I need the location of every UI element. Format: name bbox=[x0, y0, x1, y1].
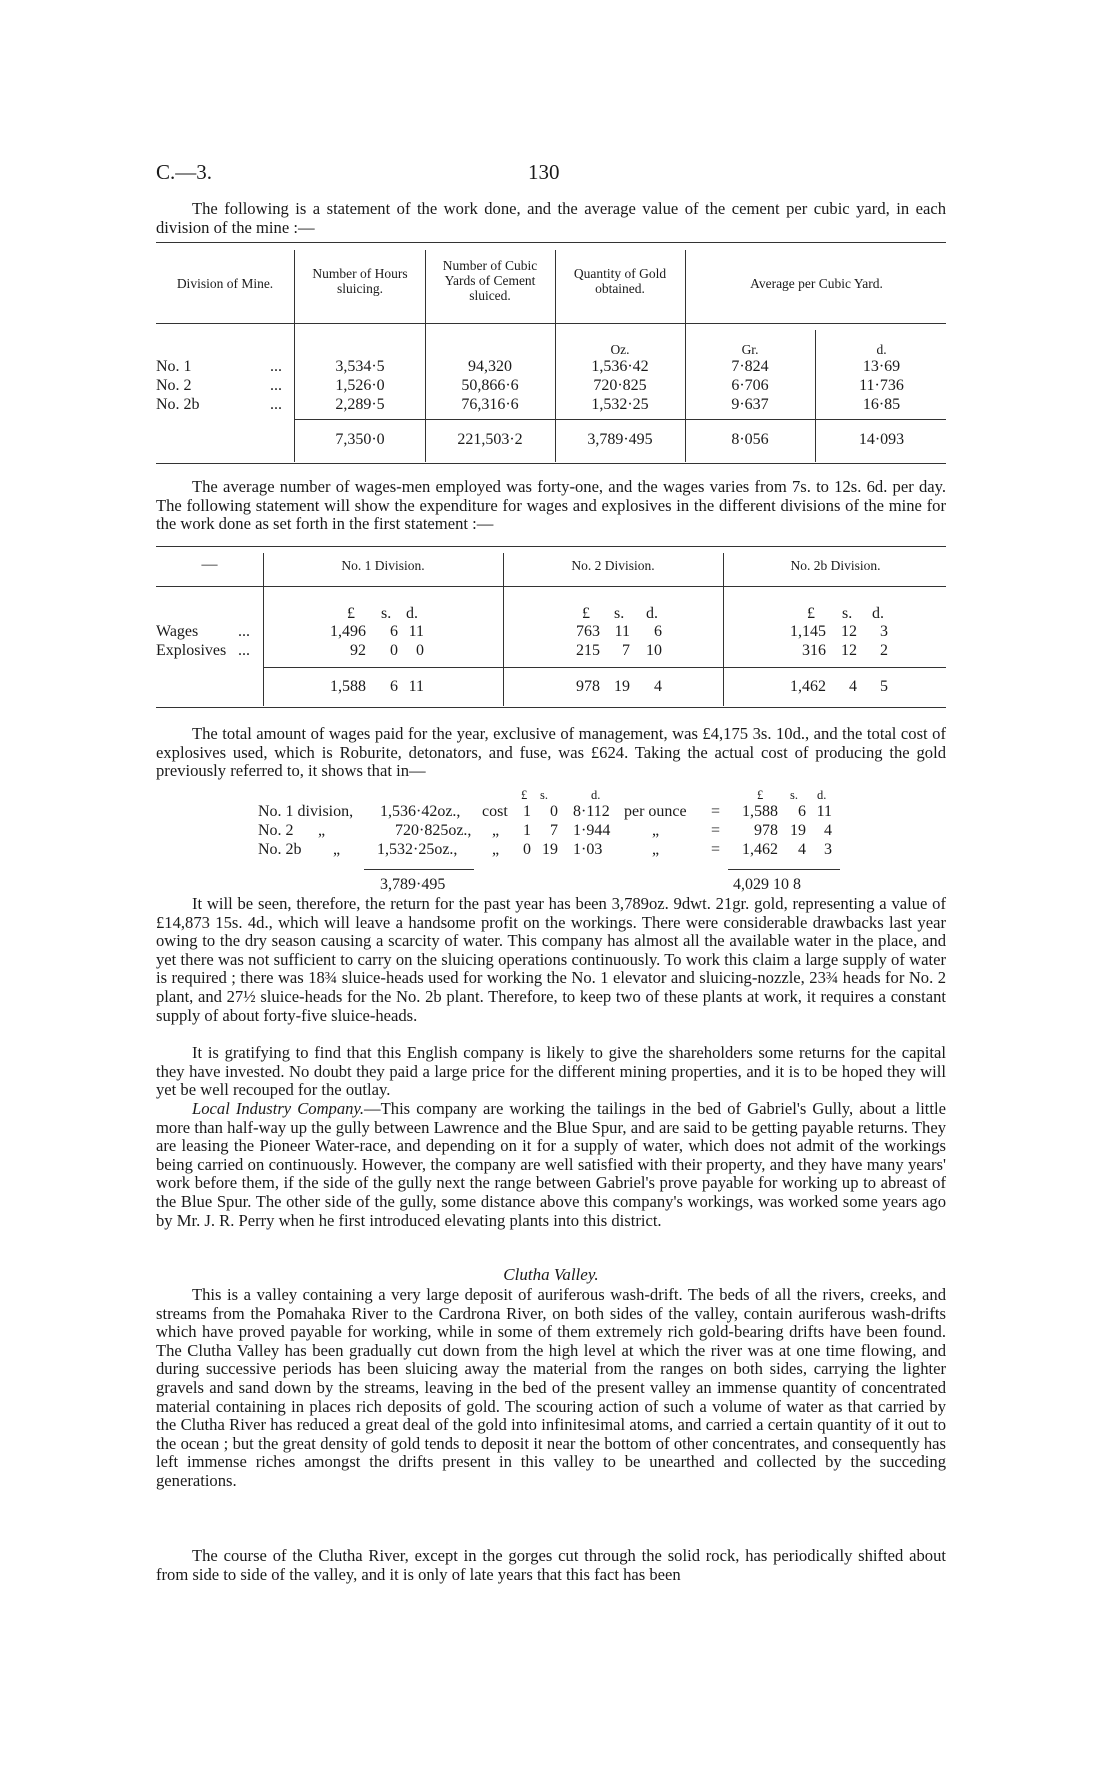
wages-div1-shillings: 6 bbox=[390, 623, 398, 640]
total-div1-pounds: 1,588 bbox=[330, 678, 366, 695]
total-div2-pence: 4 bbox=[654, 678, 662, 695]
explosives-div1-pence: 0 bbox=[416, 642, 424, 659]
row-grains: 9·637 bbox=[731, 396, 769, 413]
explosives-div1-pounds: 92 bbox=[350, 642, 366, 659]
row-pence: 11·736 bbox=[859, 377, 904, 394]
row-division: No. 2b bbox=[156, 396, 200, 413]
calc-shillings: 19 bbox=[542, 841, 558, 858]
calc-ounces: 720·825oz., bbox=[395, 822, 472, 839]
unit-grains: Gr. bbox=[741, 342, 759, 357]
return-paragraph: It will be seen, therefore, the return for the past year has been 3,789oz. 9dwt. 21gr. gold, representing a value of £14,873 15s. 4d., which will leave a handsome profit on the workings. There were considerable drawbacks last year owing to the dry season causing a scarcity of water. This company has almost all the available water in the place, and yet there was not sufficient to carry on the sluicing operations continuously. To work this claim a large supply of water is required ; there was 18¾ sluice-heads used for working the No. 1 elevator and sluicing-nozzle, 23¾ heads for No. 2 plant, and 27½ sluice-heads for the No. 2b plant. Therefore, to keep two of these plants at work, it requires a constant supply of about forty-five sluice-heads. bbox=[156, 894, 946, 1025]
calc-division: No. 2 bbox=[258, 822, 294, 839]
row-leader: ... bbox=[270, 396, 282, 413]
wages-div2-pounds: 763 bbox=[576, 623, 600, 640]
unit-pence: d. bbox=[817, 788, 827, 802]
wages-div1-pence: 11 bbox=[408, 623, 424, 640]
row-cubic: 50,866·6 bbox=[461, 377, 519, 394]
unit-pounds: £ bbox=[582, 605, 590, 622]
calc-total-money: 4,029 10 8 bbox=[733, 876, 801, 893]
row-leader: ... bbox=[238, 623, 250, 640]
intro-paragraph: The following is a statement of the work done, and the average value of the cement per cubic yard, in each division of the mine :— bbox=[156, 199, 946, 237]
calc-pounds: 0 bbox=[523, 841, 531, 858]
local-industry-paragraph bbox=[156, 1100, 946, 1230]
calc-shillings: 0 bbox=[550, 803, 558, 820]
calc-ditto: „ bbox=[333, 841, 341, 858]
calc-total-pence: 4 bbox=[824, 822, 832, 839]
row-division: No. 1 bbox=[156, 358, 192, 375]
explosives-div2b-pence: 2 bbox=[880, 642, 888, 659]
row-gold: 1,532·25 bbox=[591, 396, 649, 413]
local-industry-heading: Local Industry Company. bbox=[192, 1099, 365, 1118]
wages-div1-pounds: 1,496 bbox=[330, 623, 366, 640]
row-cubic: 94,320 bbox=[468, 358, 512, 375]
header-division-1: No. 1 Division. bbox=[341, 558, 425, 573]
calc-pounds: 1 bbox=[523, 803, 531, 820]
unit-shillings: s. bbox=[540, 788, 548, 802]
explosives-div2-shillings: 7 bbox=[622, 642, 630, 659]
header-gold: Quantity of Gold obtained. bbox=[573, 266, 667, 296]
unit-shillings: s. bbox=[614, 605, 625, 622]
row-leader: ... bbox=[270, 377, 282, 394]
table1-header-rule bbox=[156, 323, 946, 324]
calc-pence: 1·03 bbox=[573, 841, 603, 858]
table2-col-divider bbox=[503, 553, 504, 706]
shareholders-paragraph: It is gratifying to find that this English company is likely to give the shareholders some returns for the capital they have invested. No doubt they paid a large price for the different mining properties, and it is to be hoped they will yet be well recouped for the outlay. bbox=[156, 1043, 946, 1100]
calc-ounces: 1,532·25oz., bbox=[377, 841, 458, 858]
calc-per-ounce: „ bbox=[652, 822, 660, 839]
unit-pence: d. bbox=[591, 788, 601, 802]
table1-bottom-rule bbox=[156, 463, 946, 464]
calc-ounces: 1,536·42oz., bbox=[380, 803, 461, 820]
total-div2-pounds: 978 bbox=[576, 678, 600, 695]
section-heading: Clutha Valley. bbox=[503, 1265, 599, 1284]
table2-col-divider bbox=[263, 553, 264, 706]
row-hours: 1,526·0 bbox=[335, 377, 385, 394]
unit-pounds: £ bbox=[347, 605, 355, 622]
unit-oz: Oz. bbox=[610, 342, 630, 357]
explosives-div1-shillings: 0 bbox=[390, 642, 398, 659]
calc-pence: 1·944 bbox=[573, 822, 611, 839]
row-leader: ... bbox=[238, 642, 250, 659]
unit-pounds: £ bbox=[757, 788, 764, 802]
header-division-2: No. 2 Division. bbox=[571, 558, 655, 573]
report-code: C.—3. bbox=[156, 160, 213, 184]
calc-total-pounds: 1,462 bbox=[742, 841, 778, 858]
row-division: No. 2 bbox=[156, 377, 192, 394]
calc-total-pence: 11 bbox=[816, 803, 832, 820]
calc-equals: = bbox=[711, 803, 721, 820]
unit-shillings: s. bbox=[790, 788, 798, 802]
calc-total-pence: 3 bbox=[824, 841, 832, 858]
local-industry-body: —This company are working the tailings in the bed of Gabriel's Gully, about a little more than half-way up the gully between Lawrence and the Blue Spur, and are said to be getting payable returns. They are leasing the Pioneer Water-race, and depending on it for a supply of water, which does not admit of the workings being carried on continuously. However, the company are well satisfied with their property, and they have many years' work before them, if the side of the gully next the range between Gabriel's prove payable for working up to abreast of the Blue Spur. The other side of the gully, some distance above this company's workings, was worked some years ago by Mr. J. R. Perry when he first introduced elevating plants into this district. bbox=[156, 1099, 946, 1230]
header-division-2b: No. 2b Division. bbox=[790, 558, 881, 573]
row-gold: 1,536·42 bbox=[591, 358, 649, 375]
table1-col-divider bbox=[815, 330, 816, 462]
header-division: Division of Mine. bbox=[176, 276, 274, 291]
row-grains: 6·706 bbox=[731, 377, 769, 394]
calc-rule-left bbox=[364, 869, 474, 870]
table2-col-divider bbox=[723, 553, 724, 706]
wages-div2b-pence: 3 bbox=[880, 623, 888, 640]
table1-col-divider bbox=[555, 250, 556, 462]
total-div2-shillings: 19 bbox=[614, 678, 630, 695]
explosives-div2-pence: 10 bbox=[646, 642, 662, 659]
row-leader: ... bbox=[270, 358, 282, 375]
total-div2b-shillings: 4 bbox=[849, 678, 857, 695]
wages-div2-shillings: 11 bbox=[614, 623, 630, 640]
calc-per-ounce: „ bbox=[652, 841, 660, 858]
calc-equals: = bbox=[711, 822, 721, 839]
calc-ditto: „ bbox=[318, 822, 326, 839]
row-label-wages: Wages bbox=[156, 623, 199, 640]
table2-bottom-rule bbox=[156, 707, 946, 708]
table2-header-rule bbox=[156, 586, 946, 587]
calc-division: No. 2b bbox=[258, 841, 302, 858]
wages-div2-pence: 6 bbox=[654, 623, 662, 640]
total-gold: 3,789·495 bbox=[587, 431, 653, 448]
clutha-river-paragraph: The course of the Clutha River, except in the gorges cut through the solid rock, has periodically shifted about from side to side of the valley, and it is only of late years that this fact has been bbox=[156, 1546, 946, 1584]
unit-pence: d. bbox=[646, 605, 658, 622]
total-hours: 7,350·0 bbox=[335, 431, 385, 448]
calc-cost: „ bbox=[492, 822, 500, 839]
cost-paragraph: The total amount of wages paid for the year, exclusive of management, was £4,175 3s. 10d., and the total cost of explosives used, which is Roburite, detonators, and fuse, was £624. Taking the actual cost of producing the gold previously referred to, it shows that in— bbox=[156, 724, 946, 781]
table1-total-rule bbox=[294, 419, 946, 420]
clutha-valley-paragraph: This is a valley containing a very large deposit of auriferous wash-drift. The beds of all the rivers, creeks, and streams from the Pomahaka River to the Cardrona River, on both sides of the valley, contain auriferous wash-drifts which have proved payable for working, while in some of them extremely rich gold-bearing drifts have been found. The Clutha Valley has been gradually cut down from the high level at which the river was at one time flowing, and during successive periods has been sluicing away the material from the ranges on both sides, carrying the lighter gravels and sand down by the streams, leaving in the bed of the present valley an immense quantity of concentrated material containing in places rich deposits of gold. The scouring action of such a volume of water as that carried by the Clutha River has reduced a great deal of the gold into infinitesimal atoms, and carried a certain quantity of it out to the ocean ; but the great density of gold tends to deposit it near the bottom of other concentrates, and consequently has left immense riches amongst the drifts present in this valley to be unearthed and collected by the succeding generations. bbox=[156, 1285, 946, 1490]
calc-total-ounces: 3,789·495 bbox=[380, 876, 446, 893]
unit-pence: d. bbox=[872, 605, 884, 622]
row-label-explosives: Explosives bbox=[156, 642, 227, 659]
calc-cost: „ bbox=[492, 841, 500, 858]
table2-total-rule bbox=[263, 667, 946, 668]
total-pence: 14·093 bbox=[858, 431, 905, 448]
total-div2b-pounds: 1,462 bbox=[790, 678, 826, 695]
calc-total-shillings: 4 bbox=[798, 841, 806, 858]
calc-total-shillings: 19 bbox=[790, 822, 806, 839]
row-gold: 720·825 bbox=[593, 377, 647, 394]
header-dash: — bbox=[201, 556, 218, 573]
header-hours: Number of Hours sluicing. bbox=[312, 266, 408, 296]
calc-rule-right bbox=[728, 869, 840, 870]
calc-pounds: 1 bbox=[523, 822, 531, 839]
calc-total-pounds: 978 bbox=[754, 822, 778, 839]
unit-shillings: s. bbox=[381, 605, 392, 622]
row-hours: 3,534·5 bbox=[335, 358, 385, 375]
total-div1-shillings: 6 bbox=[390, 678, 398, 695]
explosives-div2-pounds: 215 bbox=[576, 642, 600, 659]
header-average: Average per Cubic Yard. bbox=[750, 276, 883, 291]
calc-shillings: 7 bbox=[550, 822, 558, 839]
calc-total-shillings: 6 bbox=[798, 803, 806, 820]
total-cubic: 221,503·2 bbox=[457, 431, 523, 448]
table1-col-divider bbox=[425, 250, 426, 462]
unit-shillings: s. bbox=[842, 605, 853, 622]
page-number: 130 bbox=[528, 160, 560, 184]
calc-equals: = bbox=[711, 841, 721, 858]
explosives-div2b-pounds: 316 bbox=[802, 642, 826, 659]
total-div2b-pence: 5 bbox=[880, 678, 888, 695]
calc-total-pounds: 1,588 bbox=[742, 803, 778, 820]
unit-pence: d. bbox=[406, 605, 418, 622]
row-pence: 16·85 bbox=[862, 396, 901, 413]
header-cubic-yards: Number of Cubic Yards of Cement sluiced. bbox=[442, 258, 538, 303]
wages-div2b-shillings: 12 bbox=[841, 623, 857, 640]
wages-div2b-pounds: 1,145 bbox=[790, 623, 826, 640]
explosives-div2b-shillings: 12 bbox=[841, 642, 857, 659]
row-cubic: 76,316·6 bbox=[461, 396, 519, 413]
calc-division: No. 1 division, bbox=[258, 803, 354, 820]
row-grains: 7·824 bbox=[731, 358, 769, 375]
wages-paragraph: The average number of wages-men employed was forty-one, and the wages varies from 7s. to 12s. 6d. per day. The following statement will show the expenditure for wages and explosives in the different divisions of the mine for the work done as set forth in the first statement :— bbox=[156, 477, 946, 534]
table1-col-divider bbox=[294, 250, 295, 462]
calc-cost: cost bbox=[482, 803, 508, 820]
total-grains: 8·056 bbox=[731, 431, 769, 448]
unit-pence: d. bbox=[876, 342, 887, 357]
calc-pence: 8·112 bbox=[573, 803, 610, 820]
unit-pounds: £ bbox=[807, 605, 815, 622]
table2-top-rule bbox=[156, 546, 946, 547]
row-hours: 2,289·5 bbox=[335, 396, 385, 413]
total-div1-pence: 11 bbox=[408, 678, 424, 695]
unit-pounds: £ bbox=[521, 788, 528, 802]
row-pence: 13·69 bbox=[862, 358, 901, 375]
calc-per-ounce: per ounce bbox=[624, 803, 687, 820]
table1-top-rule bbox=[156, 242, 946, 243]
table1-col-divider bbox=[685, 250, 686, 462]
